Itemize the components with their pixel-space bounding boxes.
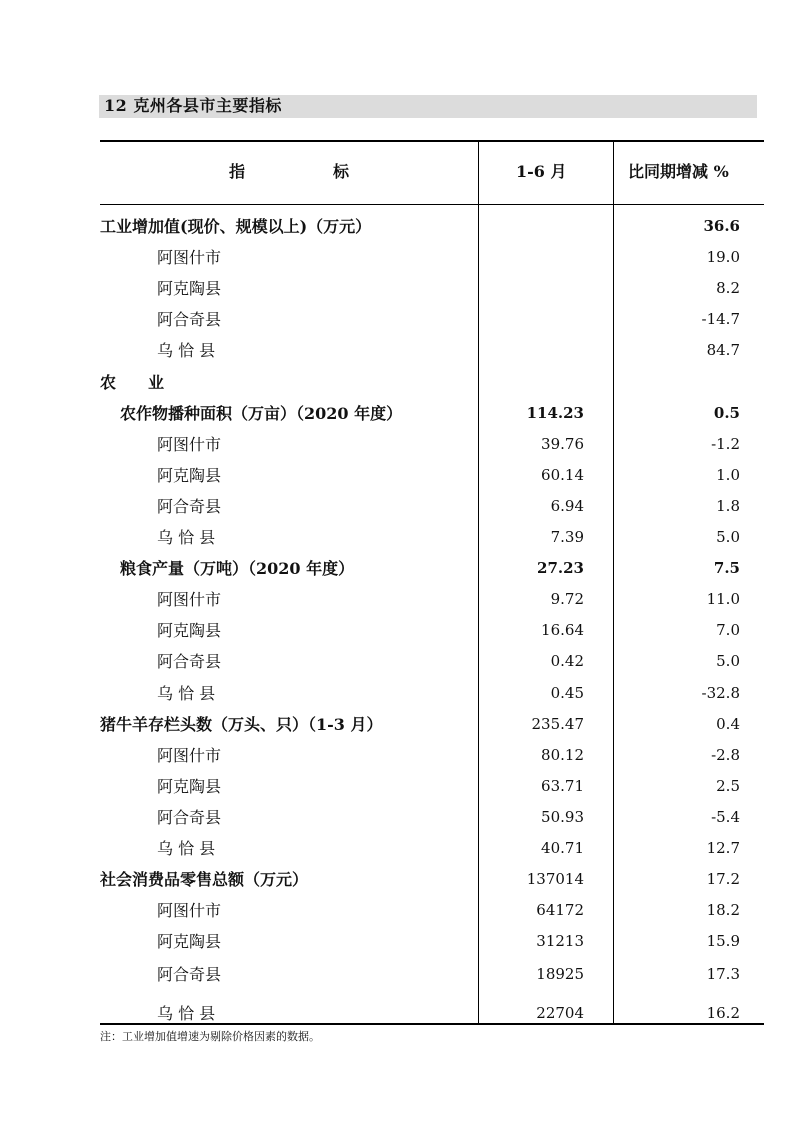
row-value: 0.45 (550, 684, 584, 702)
row-label: 阿克陶县 (157, 466, 222, 485)
row-value: 0.42 (550, 652, 584, 670)
row-value: 18925 (536, 965, 584, 983)
row-value: 9.72 (550, 590, 584, 608)
header-indicator-1: 指 (229, 162, 246, 181)
row-value: 40.71 (541, 839, 584, 857)
row-change: 36.6 (703, 217, 740, 235)
table-row (100, 998, 764, 1029)
row-value: 235.47 (531, 715, 584, 733)
table-row (100, 211, 764, 242)
row-value: 50.93 (541, 808, 584, 826)
row-label: 阿图什市 (157, 746, 222, 765)
row-label: 阿合奇县 (157, 310, 222, 329)
row-label: 乌 恰 县 (157, 341, 216, 360)
row-value: 60.14 (541, 466, 584, 484)
table-row (100, 709, 764, 740)
row-change: 17.2 (706, 870, 740, 888)
table-row (100, 460, 764, 491)
table-row (100, 833, 764, 864)
table-row (100, 242, 764, 273)
table-row (100, 895, 764, 926)
table-row (100, 584, 764, 615)
header-indicator-2: 标 (333, 162, 350, 181)
row-change: 1.0 (716, 466, 740, 484)
row-label: 阿克陶县 (157, 621, 222, 640)
table-title: 12 克州各县市主要指标 (104, 96, 282, 115)
row-label: 阿合奇县 (157, 965, 222, 984)
row-value: 27.23 (537, 559, 584, 577)
row-label: 社会消费品零售总额（万元） (100, 870, 309, 889)
table-row (100, 522, 764, 553)
row-value: 114.23 (526, 404, 584, 422)
table-row (100, 615, 764, 646)
row-change: 19.0 (706, 248, 740, 266)
table-row (100, 678, 764, 709)
table-row (100, 802, 764, 833)
row-label: 乌 恰 县 (157, 684, 216, 703)
row-label: 农作物播种面积（万亩）（2020 年度） (120, 404, 403, 423)
table-row (100, 335, 764, 366)
table-row (100, 304, 764, 335)
row-change: -14.7 (701, 310, 740, 328)
row-label: 粮食产量（万吨）（2020 年度） (120, 559, 355, 578)
row-value: 31213 (536, 932, 584, 950)
row-change: 11.0 (706, 590, 740, 608)
row-value: 63.71 (541, 777, 584, 795)
footnote: 注：工业增加值增速为剔除价格因素的数据。 (100, 1030, 320, 1043)
table-row (100, 429, 764, 460)
row-value: 64172 (536, 901, 584, 919)
table-row (100, 926, 764, 957)
row-label: 猪牛羊存栏头数（万头、只）（1-3 月） (100, 715, 383, 734)
table-row (100, 646, 764, 677)
row-change: 5.0 (716, 652, 740, 670)
row-value: 7.39 (550, 528, 584, 546)
row-change: 0.4 (716, 715, 740, 733)
row-change: -5.4 (711, 808, 740, 826)
row-value: 16.64 (541, 621, 584, 639)
table-row (100, 273, 764, 304)
row-change: 84.7 (706, 341, 740, 359)
row-label: 阿克陶县 (157, 777, 222, 796)
row-label: 阿图什市 (157, 435, 222, 454)
table-row (100, 864, 764, 895)
row-change: 16.2 (706, 1004, 740, 1022)
row-label: 阿克陶县 (157, 279, 222, 298)
table-row (100, 771, 764, 802)
table-row (100, 367, 764, 398)
table-top-rule (100, 140, 764, 142)
row-change: 18.2 (706, 901, 740, 919)
header-change: 比同期增减 % (628, 162, 729, 181)
row-change: 7.5 (713, 559, 740, 577)
row-label: 阿克陶县 (157, 932, 222, 951)
row-label: 阿合奇县 (157, 497, 222, 516)
row-value: 137014 (526, 870, 584, 888)
row-value: 22704 (536, 1004, 584, 1022)
row-change: 7.0 (716, 621, 740, 639)
row-label: 阿合奇县 (157, 808, 222, 827)
row-label: 乌 恰 县 (157, 839, 216, 858)
table-row (100, 740, 764, 771)
row-change: -1.2 (711, 435, 740, 453)
table-row (100, 959, 764, 990)
row-change: 2.5 (716, 777, 740, 795)
row-label: 乌 恰 县 (157, 528, 216, 547)
row-label: 阿合奇县 (157, 652, 222, 671)
row-label: 工业增加值(现价、规模以上)（万元） (100, 217, 372, 236)
row-change: 15.9 (706, 932, 740, 950)
row-label: 农 业 (100, 373, 165, 392)
row-value: 80.12 (541, 746, 584, 764)
row-label: 阿图什市 (157, 248, 222, 267)
table-row (100, 491, 764, 522)
header-rule (100, 204, 764, 205)
row-change: 8.2 (716, 279, 740, 297)
table-row (100, 553, 764, 584)
table-row (100, 398, 764, 429)
row-change: 17.3 (706, 965, 740, 983)
row-change: 0.5 (713, 404, 740, 422)
row-label: 阿图什市 (157, 901, 222, 920)
row-value: 39.76 (541, 435, 584, 453)
row-label: 阿图什市 (157, 590, 222, 609)
row-value: 6.94 (550, 497, 584, 515)
row-change: 12.7 (706, 839, 740, 857)
row-change: -32.8 (701, 684, 740, 702)
header-period: 1-6 月 (516, 162, 567, 181)
row-change: 1.8 (716, 497, 740, 515)
row-change: -2.8 (711, 746, 740, 764)
row-change: 5.0 (716, 528, 740, 546)
row-label: 乌 恰 县 (157, 1004, 216, 1023)
